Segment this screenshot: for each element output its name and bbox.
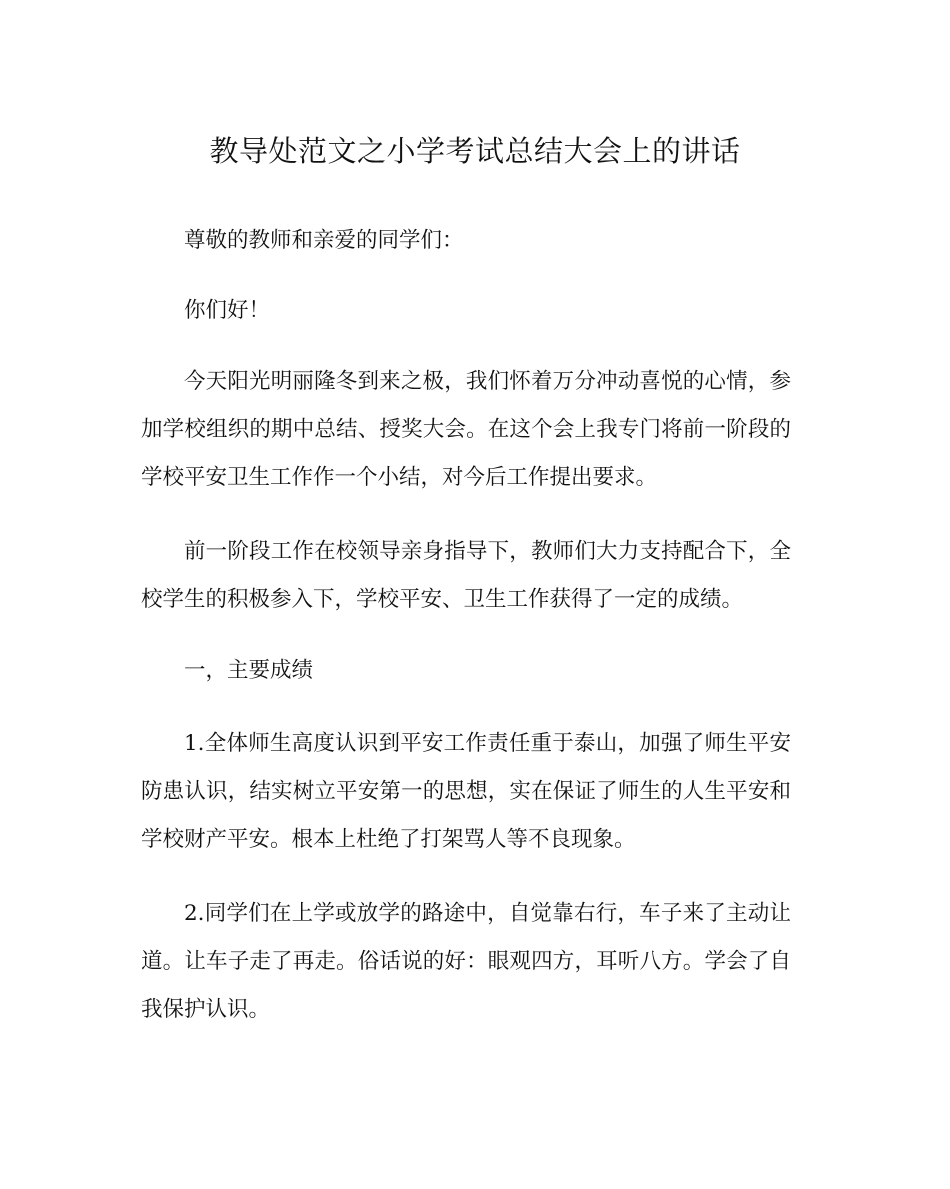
hello-line: 你们好！	[184, 298, 271, 323]
paragraph-2-line-2: 校学生的积极参入下，学校平安、卫生工作获得了一定的成绩。	[141, 587, 744, 612]
paragraph-1-line-3: 学校平安卫生工作作一个小结，对今后工作提出要求。	[141, 465, 658, 490]
item-2-line-3: 我保护认识。	[141, 997, 271, 1022]
item-2-line-2: 道。让车子走了再走。俗话说的好：眼观四方，耳听八方。学会了自	[141, 949, 791, 974]
item-1-line-2: 防患认识，结实树立平安第一的思想，实在保证了师生的人生平安和	[141, 779, 791, 804]
section-1-heading: 一，主要成绩	[184, 658, 314, 683]
item-2-line-1: 2.同学们在上学或放学的路途中，自觉靠右行，车子来了主动让	[184, 901, 791, 926]
greeting: 尊敬的教师和亲爱的同学们：	[184, 228, 464, 253]
paragraph-1-line-1: 今天阳光明丽隆冬到来之极，我们怀着万分冲动喜悦的心情，参	[184, 369, 791, 394]
paragraph-1-line-2: 加学校组织的期中总结、授奖大会。在这个会上我专门将前一阶段的	[141, 417, 791, 442]
item-1-line-3: 学校财产平安。根本上杜绝了打架骂人等不良现象。	[141, 827, 636, 852]
item-1-line-1: 1.全体师生高度认识到平安工作责任重于泰山，加强了师生平安	[184, 731, 791, 756]
document-title: 教导处范文之小学考试总结大会上的讲话	[209, 134, 741, 168]
paragraph-2-line-1: 前一阶段工作在校领导亲身指导下，教师们大力支持配合下，全	[184, 539, 791, 564]
